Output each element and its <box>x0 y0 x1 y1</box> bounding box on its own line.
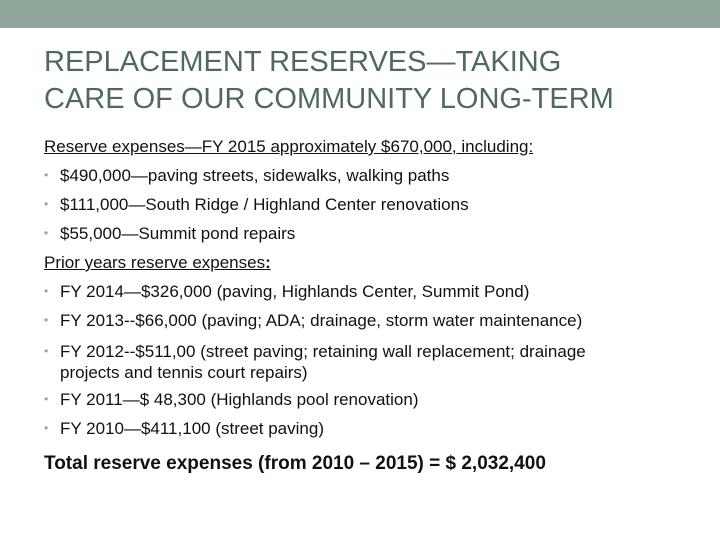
slide-title-line-1: REPLACEMENT RESERVES—TAKING <box>44 46 562 78</box>
list-item <box>44 161 704 190</box>
prior-item-fy2014: FY 2014—$326,000 (paving, Highlands Center, Summit Pond) <box>60 282 530 301</box>
fy2015-item-pond: $55,000—Summit pond repairs <box>60 224 296 243</box>
fy2015-item-renovations: $111,000—South Ridge / Highland Center renovations <box>60 195 469 214</box>
prior-item-fy2010: FY 2010—$411,100 (street paving) <box>60 419 324 438</box>
list-item <box>44 385 704 414</box>
bullet-icon: • <box>44 313 49 327</box>
bullet-icon: • <box>44 284 49 298</box>
bullet-icon: • <box>44 421 49 435</box>
top-accent-band <box>0 0 720 28</box>
list-item <box>44 335 704 364</box>
bullet-icon: • <box>44 226 49 240</box>
slide-body <box>44 132 704 481</box>
prior-item-fy2013: FY 2013--$66,000 (paving; ADA; drainage, storm water maintenance) <box>60 311 583 330</box>
bullet-icon: • <box>44 168 49 182</box>
prior-item-fy2012-continued: projects and tennis court repairs) <box>60 363 308 382</box>
slide-title-line-2: CARE OF OUR COMMUNITY LONG-TERM <box>44 83 614 115</box>
bullet-icon: • <box>44 344 49 358</box>
list-item <box>44 219 704 248</box>
prior-years-heading-colon: : <box>265 253 271 272</box>
list-item <box>44 190 704 219</box>
list-item <box>44 306 704 335</box>
prior-item-fy2012: FY 2012--$511,00 (street paving; retaining wall replacement; drainage <box>60 342 586 361</box>
fy2015-item-paving: $490,000—paving streets, sidewalks, walking paths <box>60 166 450 185</box>
fy2015-heading: Reserve expenses—FY 2015 approximately $670,000, including: <box>44 137 534 156</box>
prior-item-fy2011: FY 2011—$ 48,300 (Highlands pool renovation) <box>60 390 419 409</box>
total-reserve-expenses: Total reserve expenses (from 2010 – 2015) = $ 2,032,400 <box>44 453 546 474</box>
bullet-icon: • <box>44 197 49 211</box>
slide-title <box>44 44 684 118</box>
prior-years-heading <box>44 248 704 277</box>
list-item <box>44 414 704 443</box>
bullet-icon: • <box>44 392 49 406</box>
list-item <box>44 277 704 306</box>
prior-years-heading-text: Prior years reserve expenses <box>44 253 266 272</box>
